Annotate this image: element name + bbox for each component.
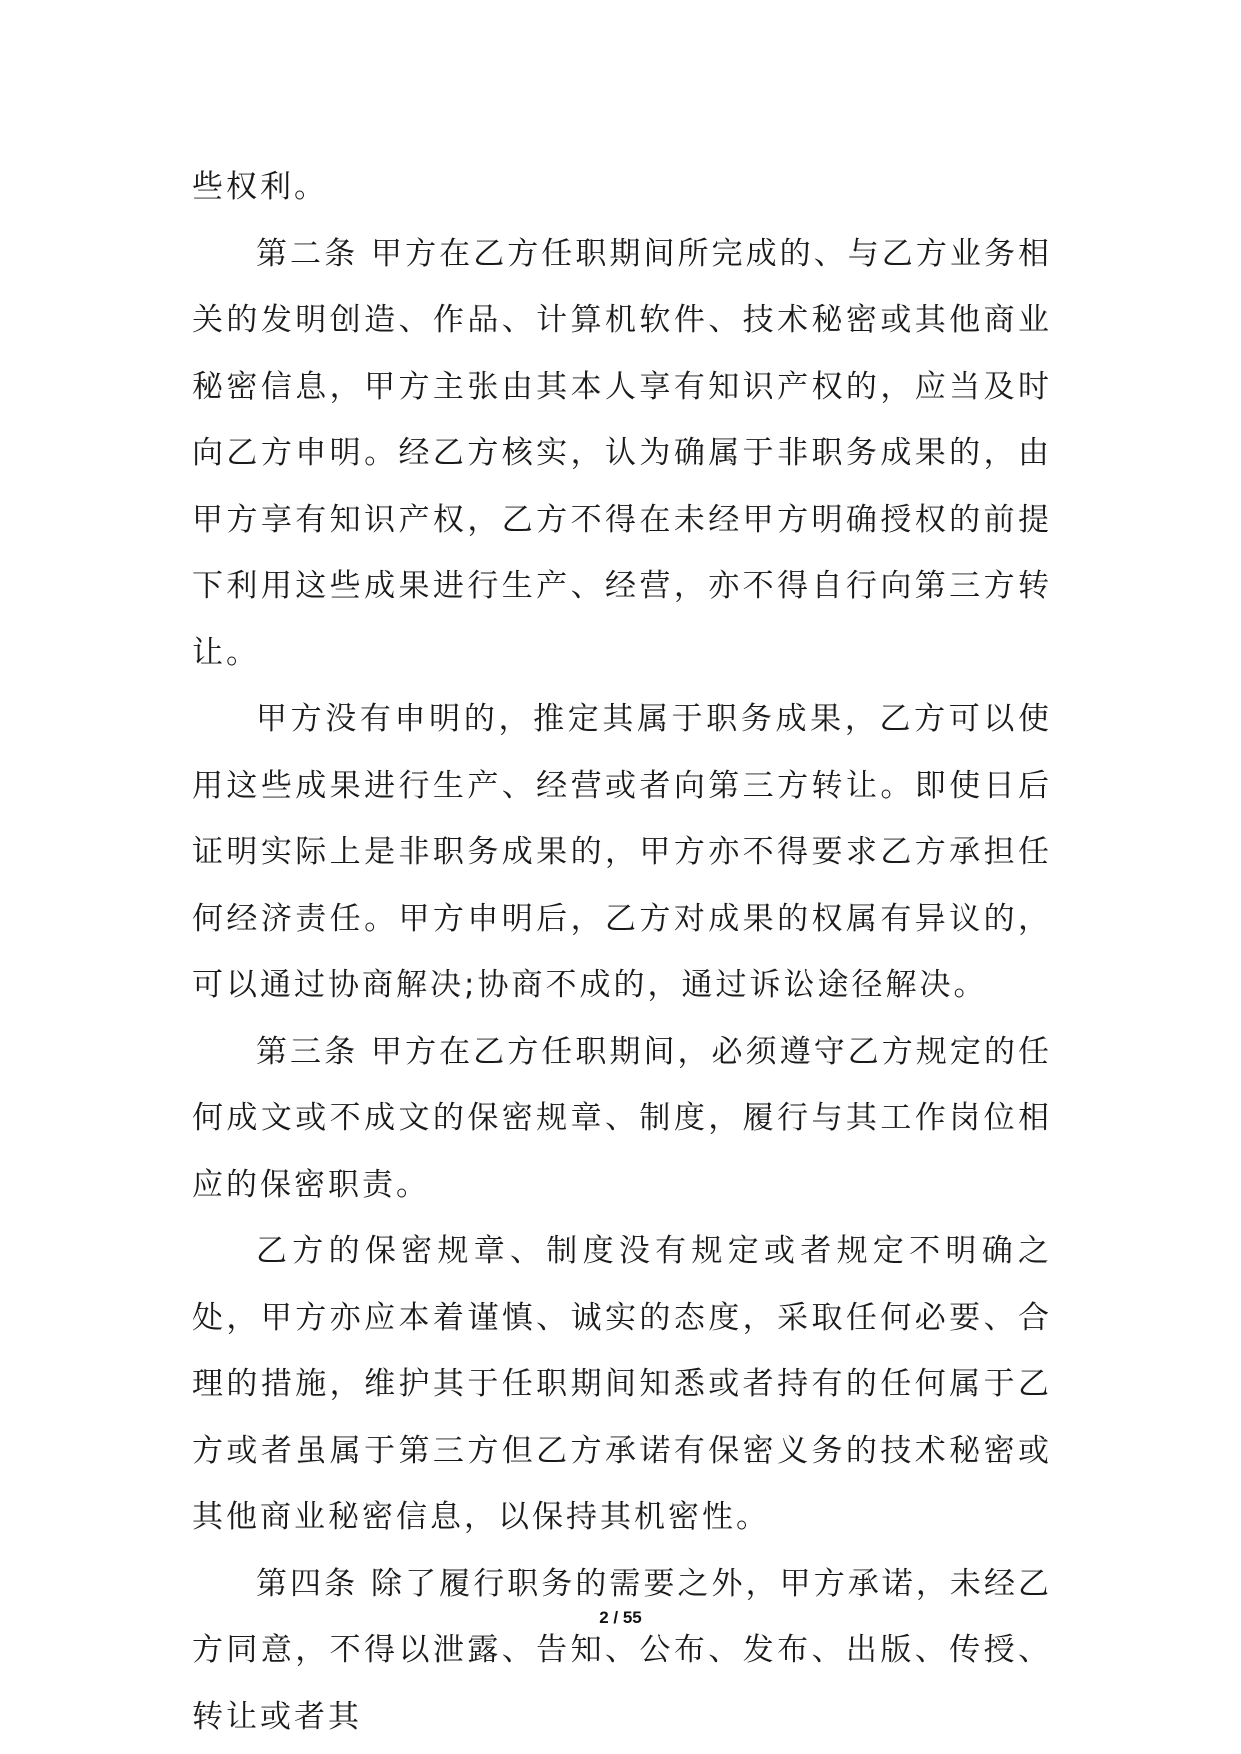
paragraph-confidentiality-duty: 乙方的保密规章、制度没有规定或者规定不明确之处，甲方亦应本着谨慎、诚实的态度，采取任何必要、合理的措施，维护其于任职期间知悉或者持有的任何属于乙方或者虽属于第三方但乙方承诺有保密义务的技术秘密或其他商业秘密信息，以保持其机密性。 <box>192 1233 1052 1535</box>
paragraph-article-2: 第二条 甲方在乙方任职期间所完成的、与乙方业务相关的发明创造、作品、计算机软件、技术秘密或其他商业秘密信息，甲方主张由其本人享有知识产权的，应当及时向乙方申明。经乙方核实，认为确属于非职务成果的，由甲方享有知识产权，乙方不得在未经甲方明确授权的前提下利用这些成果进行生产、经营，亦不得自行向第三方转让。 <box>192 235 1052 671</box>
paragraph-article-3: 第三条 甲方在乙方任职期间，必须遵守乙方规定的任何成文或不成文的保密规章、制度，履行与其工作岗位相应的保密职责。 <box>192 1033 1052 1203</box>
document-body <box>192 154 1052 1750</box>
paragraph-continuation: 些权利。 <box>192 169 328 205</box>
paragraph-article-4: 第四条 除了履行职务的需要之外，甲方承诺，未经乙方同意，不得以泄露、告知、公布、发布、出版、传授、转让或者其 <box>192 1565 1052 1735</box>
page-number: 2 / 55 <box>599 1608 642 1627</box>
paragraph-undeclared-results: 甲方没有申明的，推定其属于职务成果，乙方可以使用这些成果进行生产、经营或者向第三方转让。即使日后证明实际上是非职务成果的，甲方亦不得要求乙方承担任何经济责任。甲方申明后，乙方对成果的权属有异议的，可以通过协商解决;协商不成的，通过诉讼途径解决。 <box>192 701 1052 1003</box>
